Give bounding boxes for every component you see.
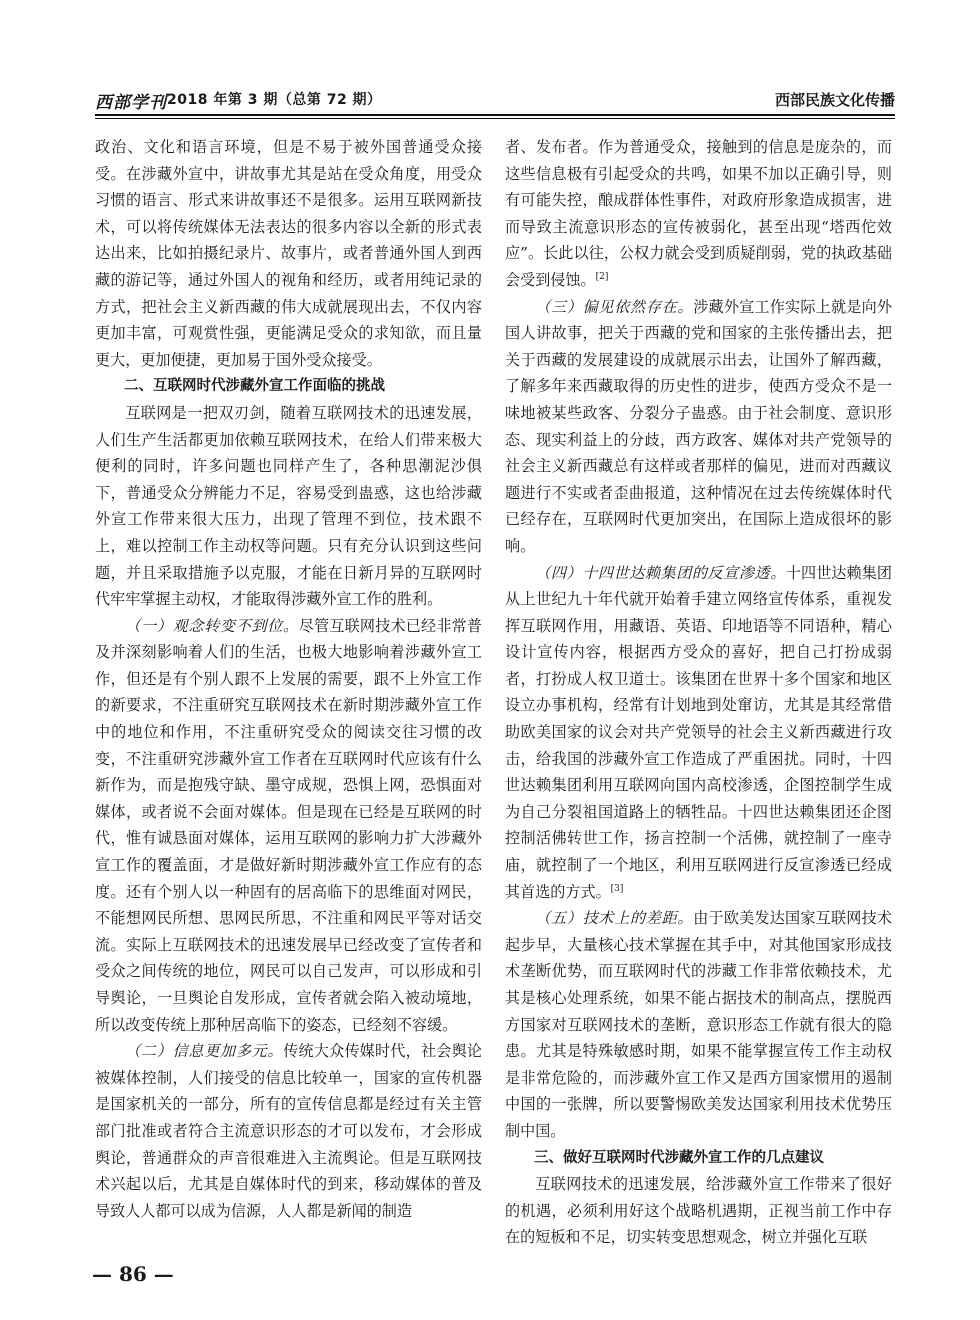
right-column (505, 134, 892, 1251)
section-heading: 三、做好互联网时代涉藏外宣工作的几点建议 (534, 1149, 824, 1166)
paragraph (505, 134, 892, 294)
paragraph-text: 十四世达赖集团从上世纪九十年代就开始着手建立网络宣传体系，重视发挥互联网作用，用藏语、英语、印地语等不同语种，精心设计宣传内容，根据西方受众的喜好，把自己打扮成弱者，打扮成人权卫道士。该集团在世界十多个国家和地区设立办事机构，经常有计划地到处窜访，尤其是其经常借助欧美国家的议会对共产党领导的社会主义新西藏进行攻击，给我国的涉藏外宣工作造成了严重困扰。同时，十四世达赖集团利用互联网向国内高校渗透，企图控制学生成为自己分裂祖国道路上的牺牲品。十四世达赖集团还企图控制活佛转世工作，扬言控制一个活佛，就控制了一座寺庙，就控制了一个地区，利用互联网进行反宣渗透已经成其首选的方式。 (505, 563, 892, 901)
paragraph-text: 传统大众传媒时代，社会舆论被媒体控制，人们接受的信息比较单一，国家的宣传机器是国家机关的一部分，所有的宣传信息都是经过有关主管部门批准或者符合主流意识形态的才可以发布，才会形成舆论，普通群众的声音很难进入主流舆论。但是互联网技术兴起以后，尤其是自媒体时代的到来，移动媒体的普及导致人人都可以成为信源，人人都是新闻的制造 (95, 1042, 482, 1220)
paragraph: 政治、文化和语言环境，但是不易于被外国普通受众接受。在涉藏外宣中，讲故事尤其是站在受众角度，用受众习惯的语言、形式来讲故事还不是很多。运用互联网新技术，可以将传统媒体无法表达的很多内容以全新的形式表达出来，比如拍摄纪录片、故事片，或者普通外国人到西藏的游记等，通过外国人的视角和经历，或者用纯记录的方式，把社会主义新西藏的伟大成就展现出去，不仅内容更加丰富，可观赏性强，更能满足受众的求知欲，而且量更大，更加便捷，更加易于国外受众接受。 (95, 138, 482, 369)
paragraph (95, 1038, 482, 1224)
subsection-heading: （二）信息更加多元。 (125, 1042, 284, 1061)
journal-logo: 西部学刊 (95, 93, 167, 113)
header-rule-thin (95, 118, 895, 119)
paragraph-text: 由于欧美发达国家互联网技术起步早，大量核心技术掌握在其手中，对其他国家形成技术垄断优势，而互联网时代的涉藏工作非常依赖技术，尤其是核心处理系统，如果不能占据技术的制高点，摆脱西方国家对互联网技术的垄断，意识形态工作就有很大的隐患。尤其是特殊敏感时期，如果不能掌握宣传工作主动权是非常危险的，而涉藏外宣工作又是西方国家惯用的遏制中国的一张牌，所以要警惕欧美发达国家利用技术优势压制中国。 (505, 909, 892, 1140)
section-heading: 二、互联网时代涉藏外宣工作面临的挑战 (124, 378, 385, 395)
subsection-heading: （四）十四世达赖集团的反宣渗透。 (535, 563, 786, 582)
paragraph (505, 560, 892, 906)
paragraph (505, 905, 892, 1144)
paragraph-text: 尽管互联网技术已经非常普及并深刻影响着人们的生活，也极大地影响着涉藏外宣工作，但还是有个别人跟不上发展的需要，跟不上外宣工作的新要求，不注重研究互联网技术在新时期涉藏外宣工作中的地位和作用，不注重研究受众的阅读交往习惯的改变，不注重研究涉藏外宣工作者在互联网时代应该有什么新作为，而是抱残守缺、墨守成规，恐惧上网，恐惧面对媒体，或者说不会面对媒体。但是现在已经是互联网的时代，惟有诚恳面对媒体，运用互联网的影响力扩大涉藏外宣工作的覆盖面，才是做好新时期涉藏外宣工作应有的态度。还有个别人以一种固有的居高临下的思维面对网民，不能想网民所想、思网民所思，不注重和网民平等对话交流。实际上互联网技术的迅速发展早已经改变了宣传者和受众之间传统的地位，网民可以自己发声，可以形成和引导舆论，一旦舆论自发形成，宣传者就会陷入被动境地，所以改变传统上那种居高临下的姿态，已经刻不容缓。 (95, 616, 482, 1034)
citation: [3] (610, 883, 624, 894)
subsection-heading: （五）技术上的差距。 (535, 909, 694, 928)
header-rule (95, 114, 895, 116)
paragraph (95, 613, 482, 1039)
subsection-heading: （三）偏见依然存在。 (535, 297, 694, 316)
page-number: — 86 — (92, 1262, 174, 1286)
section-name: 西部民族文化传播 (774, 91, 895, 109)
paragraph: 互联网技术的迅速发展，给涉藏外宣工作带来了很好的机遇，必须利用好这个战略机遇期，正视当前工作中存在的短板和不足，切实转变思想观念，树立并强化互联 (505, 1175, 892, 1247)
citation: [2] (595, 271, 609, 282)
issue-info: 2018 年第 3 期（总第 72 期） (167, 92, 382, 108)
paragraph (505, 294, 892, 560)
paragraph-text: 者、发布者。作为普通受众，接触到的信息是庞杂的，而这些信息极有引起受众的共鸣，如果不加以正确引导，则有可能失控，酿成群体性事件，对政府形象造成损害，进而导致主流意识形态的宣传被弱化，甚至出现“塔西佗效应”。长此以往，公权力就会受到质疑削弱，党的执政基础会受到侵蚀。 (505, 138, 892, 289)
paragraph-text: 涉藏外宣工作实际上就是向外国人讲故事，把关于西藏的党和国家的主张传播出去，把关于西藏的发展建设的成就展示出去，让国外了解西藏，了解多年来西藏取得的历史性的进步，使西方受众不是一味地被某些政客、分裂分子蛊惑。由于社会制度、意识形态、现实利益上的分歧，西方政客、媒体对共产党领导的社会主义新西藏总有这样或者那样的偏见，进而对西藏议题进行不实或者歪曲报道，这种情况在过去传统媒体时代已经存在，互联网时代更加突出，在国际上造成很坏的影响。 (505, 297, 892, 555)
subsection-heading: （一）观念转变不到位。 (125, 616, 299, 635)
left-column (95, 134, 482, 1224)
paragraph: 互联网是一把双刃剑，随着互联网技术的迅速发展，人们生产生活都更加依赖互联网技术，在给人们带来极大便利的同时，许多问题也同样产生了，各种思潮泥沙俱下，普通受众分辨能力不足，容易受到蛊惑，这也给涉藏外宣工作带来很大压力，出现了管理不到位，技术跟不上，难以控制工作主动权等问题。只有充分认识到这些问题，并且采取措施予以克服，才能在日新月异的互联网时代牢牢掌握主动权，才能取得涉藏外宣工作的胜利。 (95, 403, 482, 609)
